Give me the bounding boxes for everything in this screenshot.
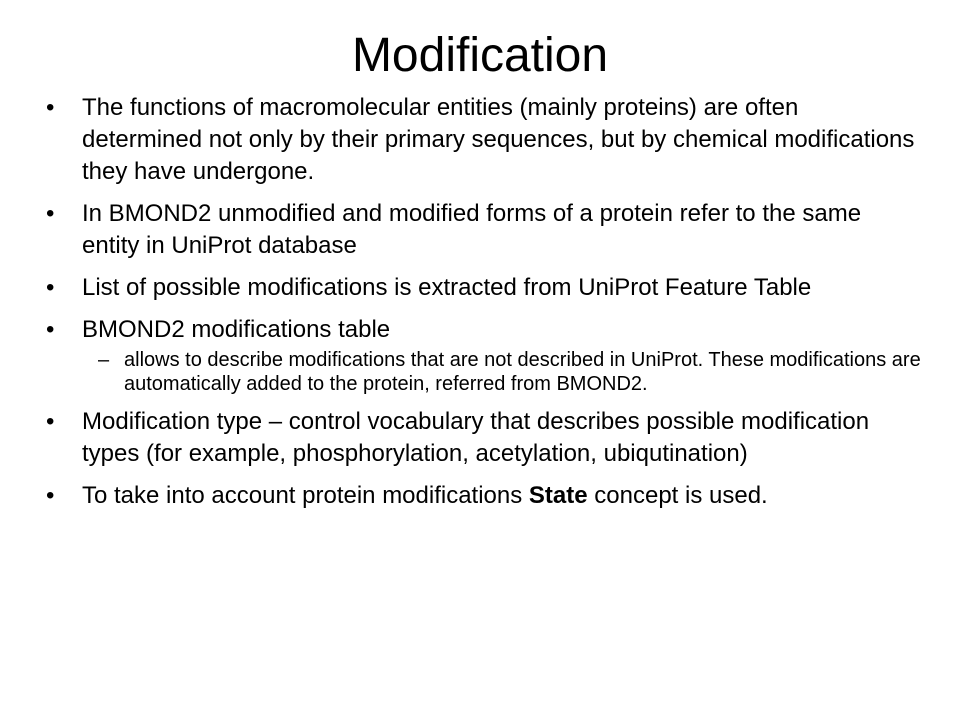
bullet-item (44, 314, 924, 396)
sub-bullet-item: – allows to describe modifications that are not described in UniProt. These modifications are automatically added to the protein, referred from BMOND2. (82, 348, 924, 396)
bullet-item: • The functions of macromolecular entities (mainly proteins) are often determined not only by their primary sequences, but by chemical modifications they have undergone. (44, 92, 924, 188)
bullet-list (44, 92, 924, 522)
bullet-item: • List of possible modifications is extracted from UniProt Feature Table (44, 272, 924, 304)
bullet-item: • In BMOND2 unmodified and modified forms of a protein refer to the same entity in UniProt database (44, 198, 924, 262)
bullet-text-after: concept is used. (587, 482, 768, 509)
bullet-text-bold: State (528, 482, 588, 509)
slide-title: Modification (351, 29, 609, 82)
bullet-item (44, 480, 924, 512)
sub-bullet-list (82, 348, 924, 396)
bullet-text: BMOND2 modifications table (82, 316, 391, 343)
bullet-text-before: To take into account protein modifications (82, 482, 529, 509)
bullet-item: • Modification type – control vocabulary that describes possible modification types (for example, phosphorylation, acetylation, ubiqutination) (44, 406, 924, 470)
